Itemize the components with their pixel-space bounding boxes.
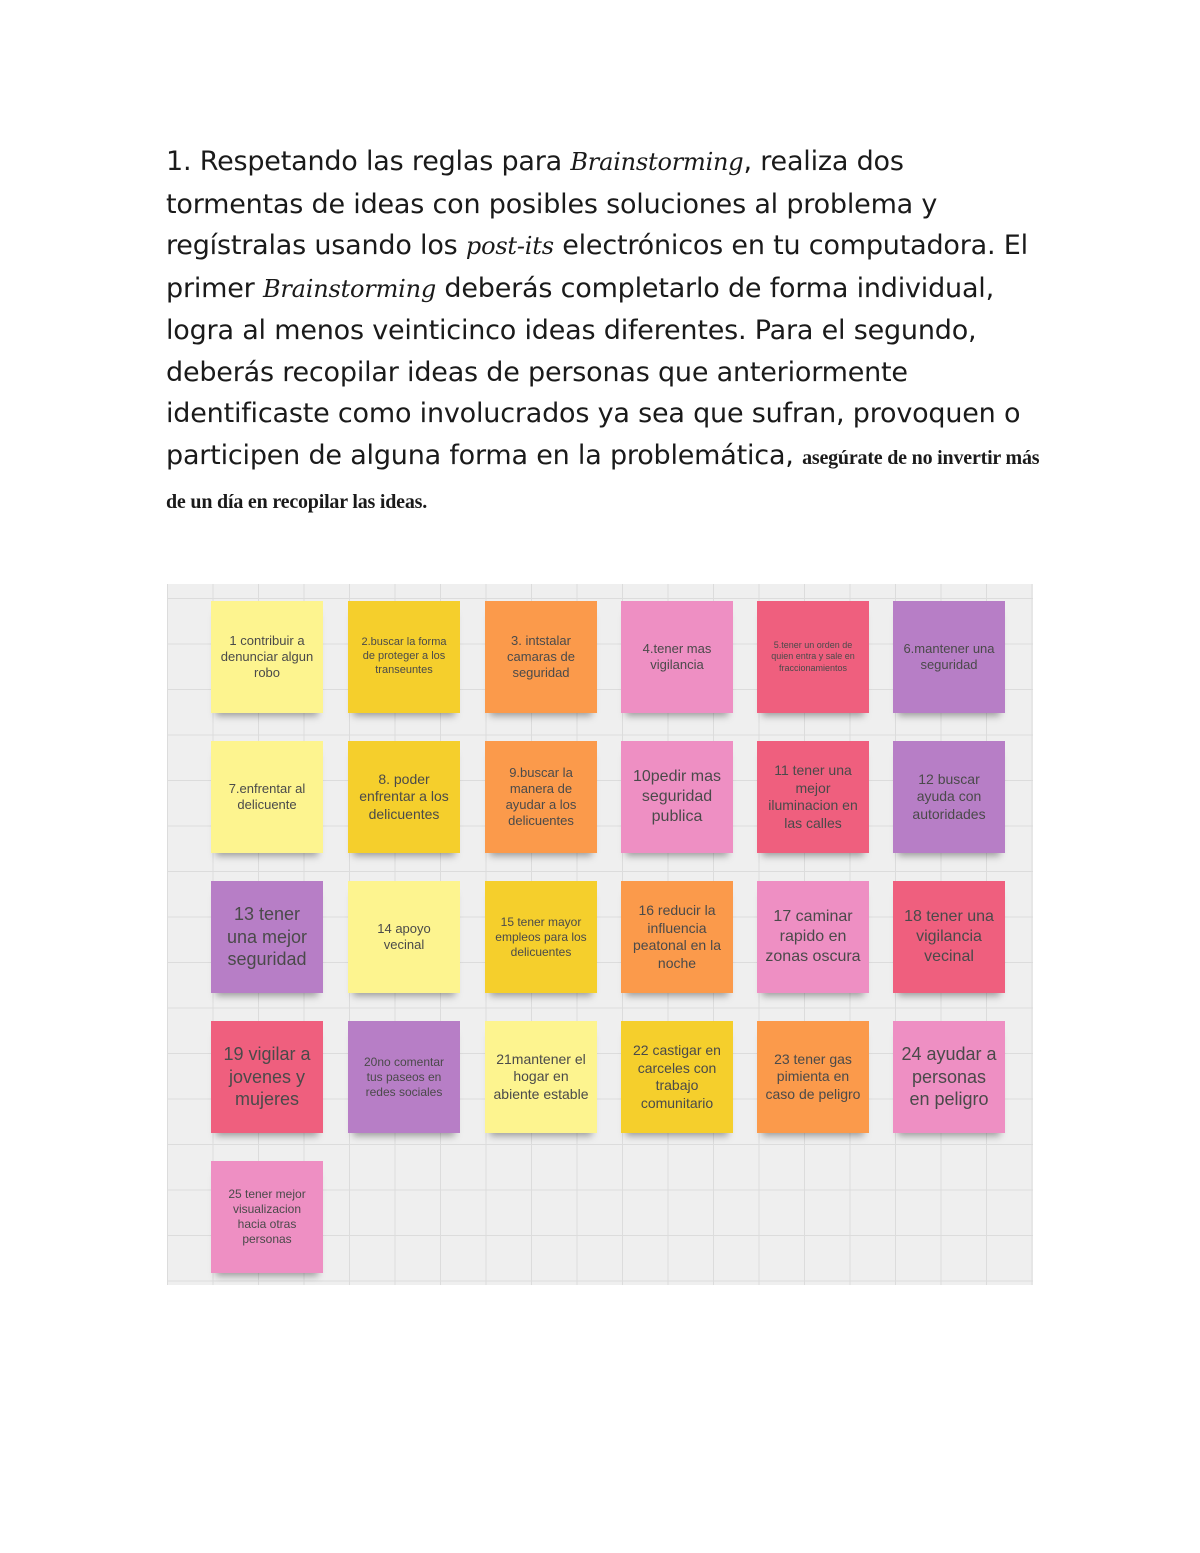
sticky-note-text: 24 ayudar a personas en peligro — [901, 1044, 997, 1110]
sticky-note-text: 20no comentar tus paseos en redes sociales — [363, 1054, 445, 1099]
instructions-emphasis-brainstorming: Brainstorming — [570, 148, 744, 176]
sticky-note[interactable] — [893, 881, 1005, 993]
sticky-note-text: 1 contribuir a denunciar algun robo — [220, 632, 314, 681]
sticky-note-text: 14 apoyo vecinal — [377, 920, 431, 952]
sticky-note[interactable] — [211, 881, 323, 993]
sticky-note[interactable] — [485, 881, 597, 993]
sticky-note-text: 18 tener una vigilancia vecinal — [904, 908, 994, 965]
sticky-note-text: 3. intstalar camaras de seguridad — [507, 632, 575, 681]
sticky-note-text: 8. poder enfrentar a los delicuentes — [359, 770, 449, 822]
sticky-note-text: 22 castigar en carceles con trabajo comunitario — [633, 1042, 721, 1111]
instructions-text-2: , realiza dos tormentas de ideas con posibles soluciones al problema y regístralas usando los — [166, 146, 938, 261]
sticky-note-text: 2.buscar la forma de proteger a los transeuntes — [361, 636, 447, 676]
sticky-note-text: 10pedir mas seguridad publica — [632, 768, 722, 825]
sticky-note[interactable] — [348, 741, 460, 853]
sticky-note-text: 19 vigilar a jovenes y mujeres — [223, 1044, 311, 1110]
instructions-emphasis-brainstorming-2: Brainstorming — [262, 274, 437, 303]
instructions-text-1: 1. Respetando las reglas para — [166, 146, 571, 177]
sticky-note-text: 6.mantener una seguridad — [903, 640, 995, 672]
instructions-text-4: deberás completarlo de forma individual, logra al menos veinticinco ideas diferentes. Para el segundo, deberás recopilar ideas de personas que anteriormente identificaste como involucrados ya sea que sufran, provoquen o participen de alguna forma en la problemática, — [166, 272, 1021, 471]
sticky-note[interactable] — [348, 881, 460, 993]
sticky-note[interactable] — [621, 601, 733, 713]
sticky-note-text: 16 reducir la influencia peatonal en la noche — [633, 902, 721, 971]
sticky-note[interactable] — [348, 601, 460, 713]
instructions-bold-note: asegúrate de no invertir más de un día en recopilar las ideas. — [166, 446, 1040, 513]
sticky-note[interactable] — [621, 881, 733, 993]
sticky-note[interactable] — [757, 741, 869, 853]
sticky-note-text: 5.tener un orden de quien entra y sale en fraccionamientos — [771, 640, 855, 673]
sticky-note-text: 21mantener el hogar en abiente estable — [493, 1050, 589, 1102]
sticky-note[interactable] — [757, 1021, 869, 1133]
sticky-note-text: 13 tener una mejor seguridad — [226, 904, 308, 970]
sticky-note[interactable] — [211, 1021, 323, 1133]
sticky-note[interactable] — [348, 1021, 460, 1133]
instructions-emphasis-post-its: post-its — [465, 232, 554, 260]
sticky-note-text: 4.tener mas vigilancia — [642, 640, 712, 672]
sticky-note[interactable] — [621, 1021, 733, 1133]
sticky-note-text: 25 tener mejor visualizacion hacia otras personas — [228, 1187, 306, 1246]
sticky-note[interactable] — [211, 741, 323, 853]
sticky-note-text: 9.buscar la manera de ayudar a los delicuentes — [505, 764, 577, 829]
sticky-note[interactable] — [485, 601, 597, 713]
sticky-note-text: 17 caminar rapido en zonas oscura — [765, 908, 861, 965]
sticky-note[interactable] — [621, 741, 733, 853]
sticky-note-text: 11 tener una mejor iluminacion en las calles — [768, 762, 858, 831]
sticky-note[interactable] — [211, 601, 323, 713]
sticky-note[interactable] — [893, 741, 1005, 853]
sticky-note[interactable] — [757, 601, 869, 713]
sticky-note[interactable] — [893, 601, 1005, 713]
sticky-note[interactable] — [485, 1021, 597, 1133]
sticky-note[interactable] — [485, 741, 597, 853]
instructions-paragraph — [166, 141, 1046, 524]
sticky-note-text: 15 tener mayor empleos para los delicuentes — [495, 914, 587, 959]
sticky-note-text: 12 buscar ayuda con autoridades — [912, 770, 986, 822]
sticky-note-text: 7.enfrentar al delicuente — [228, 780, 306, 812]
sticky-note[interactable] — [893, 1021, 1005, 1133]
sticky-note[interactable] — [757, 881, 869, 993]
sticky-note[interactable] — [211, 1161, 323, 1273]
sticky-note-board — [167, 584, 1033, 1285]
instructions-text-3: electrónicos en tu computadora. El primer — [166, 230, 1028, 304]
sticky-note-text: 23 tener gas pimienta en caso de peligro — [765, 1050, 861, 1102]
